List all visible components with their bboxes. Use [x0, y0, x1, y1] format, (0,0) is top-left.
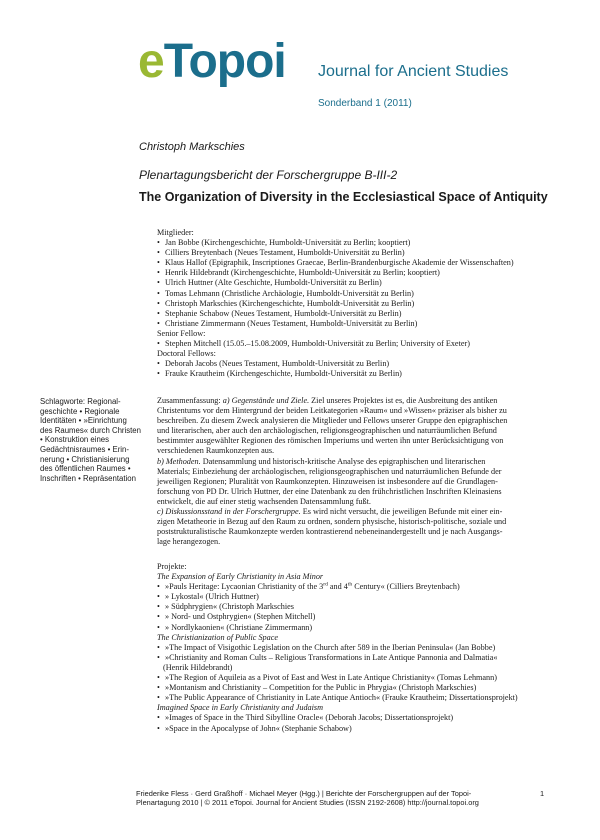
project-item: [157, 673, 557, 683]
members-label: Mitglieder:: [157, 228, 194, 237]
abstract-line: Materials; Einbeziehung der archäologischen, religionsgeographischen und naturräumlichen Befunde der: [157, 466, 502, 476]
doctoral-fellows-list: [157, 359, 557, 379]
logo-topoi: Topoi: [163, 35, 286, 88]
abstract-line: verschiedenen Raumkonzepten aus.: [157, 446, 275, 456]
project-text: » Südphrygien« (Christoph Markschies: [165, 602, 294, 612]
abstract-b-text: [157, 467, 552, 507]
abstract-c-text: [157, 517, 552, 547]
project-text: »Montanism and Christianity – Competition for the Public in Phrygia« (Christoph Markschies): [165, 683, 477, 693]
project-text: » Lykostal« (Ulrich Huttner): [165, 592, 259, 602]
senior-fellow-item: • Stephen Mitchell (15.05.–15.08.2009, Humboldt-Universität zu Berlin; University of Exeter): [157, 339, 557, 349]
project-text: (Henrik Hildebrandt): [163, 662, 233, 672]
project-section-heading: The Christianization of Public Space: [157, 632, 278, 642]
abstract-b-line: Datensammlung und historisch-kritische Analyse des epigraphischen und literarischen: [202, 456, 486, 466]
keyword-line: Gedächtnisraumes • Erin-: [40, 444, 129, 454]
abstract-line: forschung von PD Dr. Ulrich Huttner, der eine Datenbank zu den frühchristlichen Inschriften Kleinasiens: [157, 486, 502, 496]
project-item: [157, 592, 557, 602]
member-item: • Tomas Lehmann (Christliche Archäologie, Humboldt-Universität zu Berlin): [157, 289, 557, 299]
abstract-section: [157, 396, 552, 547]
etopoi-logo: [138, 34, 286, 90]
member-item: • Klaus Hallof (Epigraphik, Inscriptiones Graecae, Berlin-Brandenburgische Akademie der Wissenschaften): [157, 258, 557, 268]
abstract-c-heading: c) Diskussionsstand in der Forschergruppe.: [157, 507, 301, 517]
project-item: [157, 663, 557, 673]
doctoral-fellow-item: • Frauke Krautheim (Kirchengeschichte, Humboldt-Universität zu Berlin): [157, 369, 557, 379]
project-text: Century« (Cilliers Breytenbach): [352, 582, 460, 592]
footer-line-2: Plenartagung 2010 | © 2011 eTopoi. Journal for Ancient Studies (ISSN 2192-2608) http://journal.topoi.org: [136, 798, 479, 808]
keyword-line: des Raumes« durch Christen: [40, 425, 141, 435]
abstract-a-text: [157, 406, 552, 456]
abstract-a-line: Ziel unseres Projektes ist es, die Ausbreitung des antiken: [311, 396, 498, 405]
author: Christoph Markschies: [139, 141, 245, 153]
abstract-line: poststrukturalistische Raumkonzepte werden kontrastierend nebeneinandergestellt und je nach Ausgangs-: [157, 527, 503, 537]
project-text: »Space in the Apocalypse of John« (Stephanie Schabow): [165, 723, 352, 733]
footer: [136, 789, 536, 808]
page-number: 1: [540, 789, 545, 798]
member-item: • Christoph Markschies (Kirchengeschichte, Humboldt-Universität zu Berlin): [157, 299, 557, 309]
project-text: »Images of Space in the Third Sibylline Oracle« (Deborah Jacobs; Dissertationsprojekt): [165, 713, 454, 723]
project-text: » Nordlykaonien« (Christiane Zimmermann): [165, 622, 313, 632]
members-section: [157, 228, 557, 379]
project-text: » Nord- und Ostphrygien« (Stephen Mitchell): [165, 612, 316, 622]
member-item: • Stephanie Schabow (Neues Testament, Humboldt-Universität zu Berlin): [157, 309, 557, 319]
abstract-line: zigen Metatheorie in Bezug auf den Raum zu ordnen, sondern physische, historisch-politische, soziale und: [157, 517, 507, 527]
members-list: [157, 238, 557, 329]
volume-label: Sonderband 1 (2011): [318, 98, 412, 109]
project-text: »The Impact of Visigothic Legislation on the Church after 589 in the Iberian Peninsula« (Jan Bobbe): [165, 642, 496, 652]
project-item: [157, 653, 557, 663]
abstract-line: beschreiben. Zu diesem Zweck analysieren die Mitglieder und Fellows unserer Gruppe den epigraphischen: [157, 416, 508, 426]
project-item: [157, 582, 557, 592]
project-item: [157, 713, 557, 723]
member-item: • Cilliers Breytenbach (Neues Testament, Humboldt-Universität zu Berlin): [157, 248, 557, 258]
project-text: »The Region of Aquileia as a Pivot of East and West in Late Antique Christianity« (Tomas Lehmann): [165, 673, 497, 683]
senior-fellow-list: [157, 339, 557, 349]
project-text: »Pauls Heritage: Lycaonian Christianity of the 3: [165, 582, 324, 592]
abstract-line: jeweiligen Regionen; Pluralität von Raumkonzepten. Hinzuweisen ist insbesondere auf die Grundlagen-: [157, 476, 498, 486]
project-text: and 4: [327, 582, 348, 592]
project-section-heading: Imagined Space in Early Christianity and Judaism: [157, 703, 324, 713]
keyword-line: Inschriften • Repräsentation: [40, 473, 136, 483]
project-item: [157, 602, 557, 612]
project-sections: [157, 572, 557, 734]
keyword-line: des öffentlichen Raumes •: [40, 464, 131, 474]
keyword-line: nerung • Christianisierung: [40, 454, 130, 464]
abstract-c-line: Es wird nicht versucht, die jeweiligen Befunde mit einer ein-: [302, 507, 503, 517]
abstract-b-heading: b) Methoden.: [157, 456, 201, 466]
senior-fellow-label: Senior Fellow:: [157, 328, 206, 338]
doctoral-fellow-item: • Deborah Jacobs (Neues Testament, Humboldt-Universität zu Berlin): [157, 359, 557, 369]
logo-e: e: [138, 35, 164, 88]
abstract-line: Christentums vor dem Hintergrund der beiden Leitkategorien »Raum« und »Wissen« präziser als bisher zu: [157, 406, 507, 416]
project-item: [157, 612, 557, 622]
project-item: [157, 724, 557, 734]
project-section-heading: The Expansion of Early Christianity in Asia Minor: [157, 572, 324, 582]
project-text: »The Public Appearance of Christianity in Late Antique Antioch« (Frauke Krautheim; Dissertationsprojekt): [165, 693, 518, 703]
abstract-line: und literarischen, aber auch den archäologischen, religionsgeographischen und naturräumlichen Befund: [157, 426, 497, 436]
doctoral-fellows-label: Doctoral Fellows:: [157, 349, 216, 359]
keyword-line: geschichte • Regionale: [40, 406, 120, 416]
project-item: [157, 623, 557, 633]
abstract-line: bestimmter ausgewählter Regionen des römischen Imperiums und werten ihn unter Berücksichtigung von: [157, 436, 504, 446]
abstract-line: entwickelt, die auf einer stetig wachsenden Datensammlung fußt.: [157, 496, 371, 506]
footer-line-1: Friederike Fless · Gerd Graßhoff · Michael Meyer (Hgg.) | Berichte der Forschergruppen auf der Topoi-: [136, 789, 472, 798]
member-item: • Ulrich Huttner (Alte Geschichte, Humboldt-Universität zu Berlin): [157, 278, 557, 288]
keyword-line: • Konstruktion eines: [40, 435, 110, 445]
abstract-line: lage herangezogen.: [157, 537, 221, 547]
project-item: [157, 683, 557, 693]
member-item: • Christiane Zimmermann (Neues Testament, Humboldt-Universität zu Berlin): [157, 319, 557, 329]
project-item: [157, 643, 557, 653]
keyword-line: Schlagworte: Regional-: [40, 397, 121, 406]
keywords: [40, 397, 150, 483]
project-sup: th: [347, 581, 353, 588]
member-item: • Henrik Hildebrandt (Kirchengeschichte, Humboldt-Universität zu Berlin; kooptiert): [157, 268, 557, 278]
journal-name: Journal for Ancient Studies: [318, 63, 509, 80]
project-item: [157, 693, 557, 703]
projects-section: [157, 562, 557, 734]
projects-label: Projekte:: [157, 562, 187, 571]
subtitle: Plenartagungsbericht der Forschergruppe B-III-2: [139, 168, 398, 182]
keyword-line: Identitäten • »Einrichtung: [40, 416, 127, 426]
project-text: »Christianity and Roman Cults – Religious Transformations in Late Antique Pannonia and Dalmatia«: [165, 652, 498, 662]
page-title: The Organization of Diversity in the Ecclesiastical Space of Antiquity: [139, 190, 548, 204]
abstract-label: Zusammenfassung:: [157, 396, 221, 405]
project-sup: rd: [323, 581, 328, 588]
abstract-a-heading: a) Gegenstände und Ziele.: [222, 396, 310, 405]
member-item: • Jan Bobbe (Kirchengeschichte, Humboldt-Universität zu Berlin; kooptiert): [157, 238, 557, 248]
